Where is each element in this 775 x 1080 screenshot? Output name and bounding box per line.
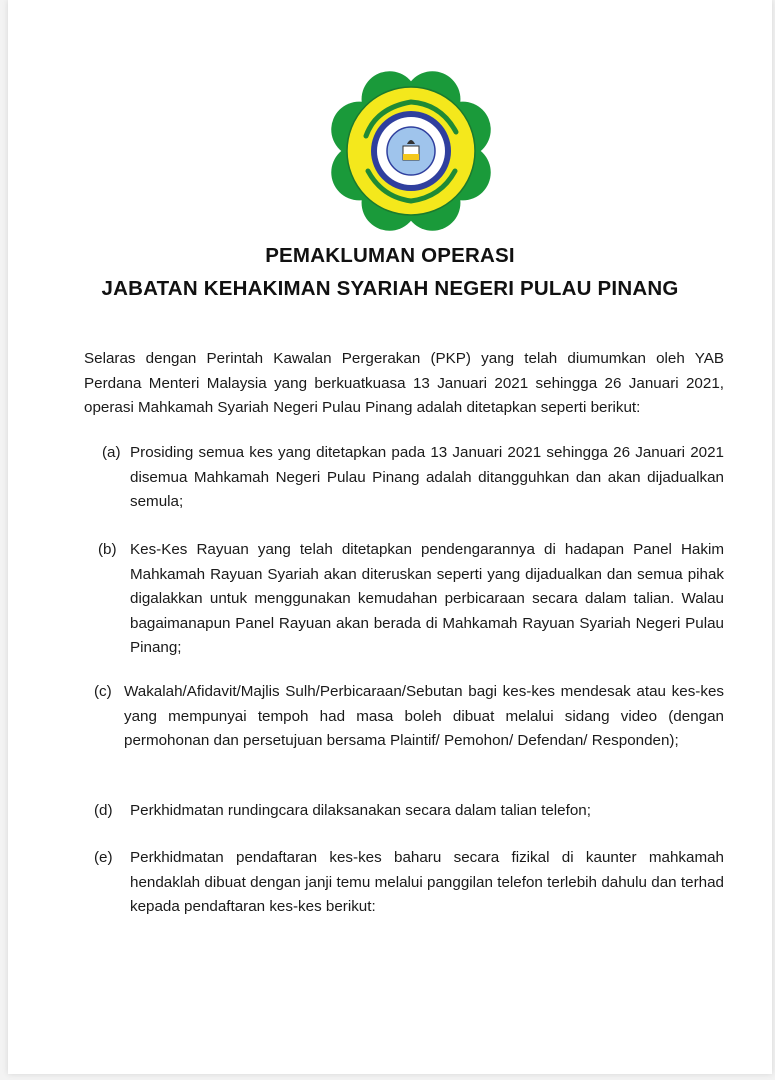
list-item <box>84 680 724 754</box>
document-page <box>8 0 772 1074</box>
list-item-marker: (a) <box>102 444 121 461</box>
list-item-text: Wakalah/Afidavit/Majlis Sulh/Perbicaraan/Sebutan bagi kes-kes mendesak atau kes-kes yang mempunyai tempoh had masa boleh dibuat melalui sidang video (dengan permohonan dan persetujuan bersama Plaintif/ Pemohon/ Defendan/ Responden); <box>124 683 724 749</box>
list-item-text: Prosiding semua kes yang ditetapkan pada 13 Januari 2021 sehingga 26 Januari 2021 disemua Mahkamah Negeri Pulau Pinang adalah ditangguhkan dan akan dijadualkan semula; <box>130 444 724 510</box>
intro-paragraph: Selaras dengan Perintah Kawalan Pergerakan (PKP) yang telah diumumkan oleh YAB Perdana Menteri Malaysia yang berkuatkuasa 13 Januari 2021 sehingga 26 Januari 2021, operasi Mahkamah Syariah Negeri Pulau Pinang adalah ditetapkan seperti berikut: <box>84 350 724 416</box>
list-item <box>84 538 724 661</box>
court-emblem-logo <box>326 66 496 236</box>
list-item-marker: (c) <box>94 683 112 700</box>
emblem-shield-band <box>403 154 419 160</box>
title-line-2: JABATAN KEHAKIMAN SYARIAH NEGERI PULAU PINANG <box>101 277 679 300</box>
list-item-text: Perkhidmatan rundingcara dilaksanakan secara dalam talian telefon; <box>130 802 591 819</box>
list-item <box>84 799 724 824</box>
list-item-marker: (d) <box>94 802 113 819</box>
title-line-1: PEMAKLUMAN OPERASI <box>265 244 515 267</box>
list-item-marker: (b) <box>98 541 117 558</box>
list-item <box>84 441 724 515</box>
list-item-marker: (e) <box>94 849 113 866</box>
list-item <box>84 846 724 920</box>
list-item-text: Kes-Kes Rayuan yang telah ditetapkan pendengarannya di hadapan Panel Hakim Mahkamah Rayuan Syariah akan diteruskan seperti yang dijadualkan dan semua pihak digalakkan untuk menggunakan kemudahan perbicaraan secara dalam talian. Walau bagaimanapun Panel Rayuan akan berada di Mahkamah Rayuan Syariah Negeri Pulau Pinang; <box>130 541 724 656</box>
list-item-text: Perkhidmatan pendaftaran kes-kes baharu secara fizikal di kaunter mahkamah hendaklah dibuat dengan janji temu melalui panggilan telefon terlebih dahulu dan terhad kepada pendaftaran kes-kes berikut: <box>130 849 724 915</box>
